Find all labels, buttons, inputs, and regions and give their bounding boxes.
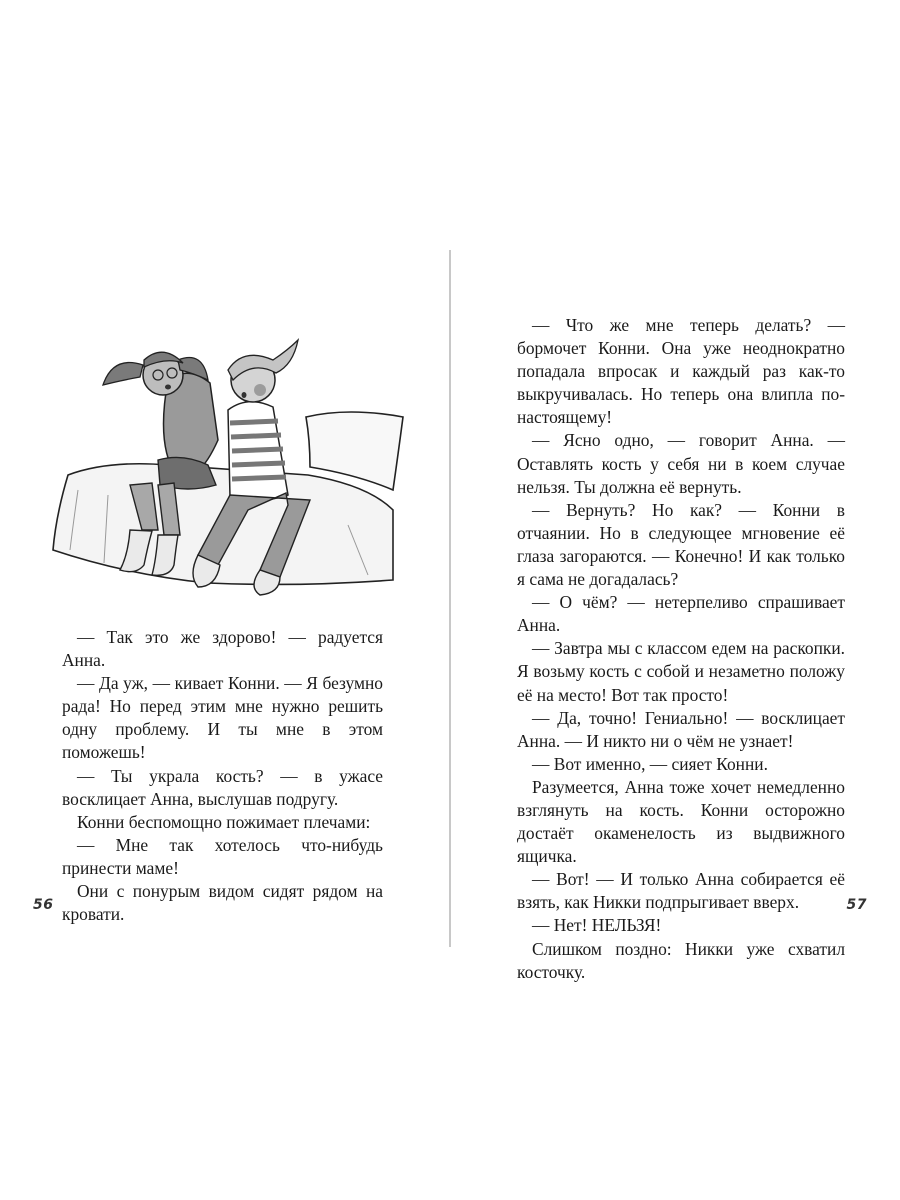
paragraph: Слишком поздно: Никки уже схватил косточку. <box>517 938 845 982</box>
page-number-left: 56 <box>33 897 54 913</box>
paragraph: — Вот! — И только Анна собирается её взять, как Никки подпрыгивает вверх. <box>517 869 845 913</box>
paragraph: — Да, точно! Гениально! — восклицает Анна. — И никто ни о чём не узнает! <box>517 707 845 751</box>
left-page <box>0 0 449 1200</box>
paragraph: — Так это же здорово! — радуется Анна. <box>62 627 383 671</box>
paragraph: — Мне так хотелось что-нибудь принести маме! <box>62 834 383 878</box>
page-number-right: 57 <box>846 897 867 913</box>
paragraph: — Нет! НЕЛЬЗЯ! <box>532 915 662 936</box>
left-page-text <box>62 626 383 926</box>
paragraph: — Вернуть? Но как? — Конни в отчаянии. Но в следующее мгновение её глаза загораются. — Конечно! И как только я сама не догадалась? <box>517 499 845 590</box>
paragraph: Разумеется, Анна тоже хочет немедленно взглянуть на кость. Конни осторожно достаёт окаменелость из выдвижного ящичка. <box>517 776 845 867</box>
paragraph: — Завтра мы с классом едем на раскопки. Я возьму кость с собой и незаметно положу её на место! Вот так просто! <box>517 638 845 705</box>
right-page-text <box>517 314 845 984</box>
two-girls-on-bed-illustration <box>48 325 413 610</box>
paragraph: — Ты украла кость? — в ужасе восклицает Анна, выслушав подругу. <box>62 765 383 809</box>
paragraph: — Да уж, — кивает Конни. — Я безумно рада! Но перед этим мне нужно решить одну проблему. И ты мне в этом поможешь! <box>62 673 383 763</box>
paragraph: — О чём? — нетерпеливо спрашивает Анна. <box>517 592 845 636</box>
paragraph: — Вот именно, — сияет Конни. <box>532 753 768 774</box>
paragraph: Они с понурым видом сидят рядом на кровати. <box>62 881 383 925</box>
paragraph: — Что же мне теперь делать? — бормочет Конни. Она уже неоднократно попадала впросак и каждый раз как-то выкручивалась. Но теперь она влипла по-настоящему! <box>517 315 845 428</box>
right-page <box>451 0 900 1200</box>
paragraph: Конни беспомощно пожимает плечами: <box>77 811 371 832</box>
paragraph: — Ясно одно, — говорит Анна. — Оставлять кость у себя ни в коем случае нельзя. Ты должна её вернуть. <box>517 430 845 497</box>
